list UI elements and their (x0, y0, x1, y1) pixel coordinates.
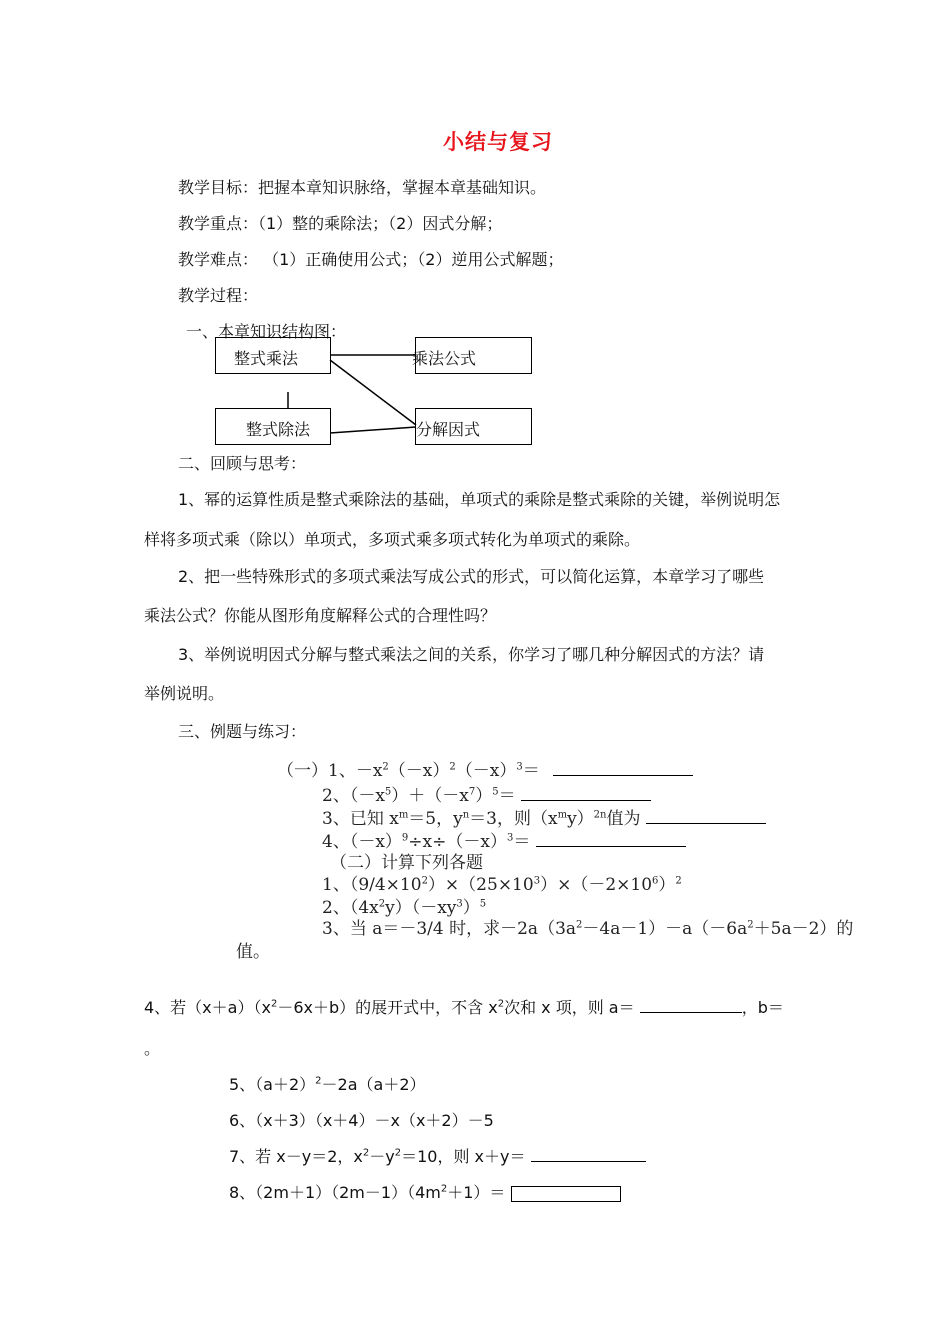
problem-8 (229, 1183, 621, 1203)
box-label-formula: 乘法公式 (412, 349, 477, 368)
answer-blank[interactable] (521, 800, 651, 801)
box-factorization (415, 408, 532, 445)
exp: 2 (747, 919, 754, 931)
exercise-2-3 (322, 918, 853, 940)
answer-blank[interactable] (646, 823, 766, 824)
box-multiplication-formula (412, 337, 532, 374)
box-label-division: 整式除法 (246, 420, 311, 439)
expr-text: y）（－xy (385, 898, 457, 918)
expr-text: 2、（4x (322, 898, 379, 918)
exp: 3 (533, 875, 541, 887)
exp: 2 (315, 1075, 322, 1087)
exp: 2 (394, 1147, 402, 1159)
answer-box[interactable] (511, 1186, 621, 1202)
expr-text: ，b＝ (741, 998, 784, 1017)
exp: 2 (270, 998, 278, 1010)
review-q2-line1: 2、把一些特殊形式的多项式乘法写成公式的形式，可以简化运算，本章学习了哪些 (178, 567, 765, 586)
exp: 3 (516, 761, 523, 773)
expr-text: ÷x (408, 832, 433, 852)
exp: 2n (593, 809, 607, 821)
expr-text: －6x＋b）的展开式中，不含 x (277, 998, 498, 1017)
exp: 5 (384, 786, 392, 798)
expr-text: ＝ (513, 832, 531, 852)
expr-text: 次和 x 项，则 a＝ (504, 998, 635, 1017)
exp: 5 (479, 898, 487, 910)
connector-div-factor (330, 427, 416, 433)
exercise-2-3-cont: 值。 (236, 942, 270, 962)
teaching-goal: 教学目标：把握本章知识脉络，掌握本章基础知识。 (178, 178, 547, 197)
expr-text: （－x） (455, 761, 517, 781)
expr-text: ＝3，则（x (469, 809, 558, 829)
answer-blank[interactable] (553, 775, 693, 776)
expr-text: ＝ (522, 761, 540, 781)
expr-text: 2、（－x (322, 786, 385, 806)
teaching-key-points: 教学重点：（1）整的乘除法；（2）因式分解； (178, 214, 503, 233)
exercise-1-4 (322, 831, 686, 853)
exercise-1-1 (277, 760, 693, 782)
exercise-2-2 (322, 897, 486, 919)
expr-text: －2a（a＋2） (321, 1075, 426, 1094)
exp: n (462, 809, 470, 821)
exp: 2 (440, 1183, 448, 1195)
exp: 2 (382, 761, 389, 773)
answer-blank[interactable] (531, 1161, 646, 1162)
expr-text: －4a－1）－a（－6a (582, 919, 748, 939)
exp: 5 (492, 786, 499, 798)
expr-text: 4、（－x） (322, 832, 402, 852)
expr-text: 7、若 x－y＝2，x (229, 1147, 363, 1166)
part-1-label: （一） (277, 761, 328, 781)
page-title: 小结与复习 (443, 130, 553, 154)
expr-text: ） (462, 898, 480, 918)
expr-text: ＝10，则 x＋y＝ (401, 1147, 526, 1166)
exp: 3 (456, 898, 463, 910)
box-integral-multiplication (215, 337, 331, 374)
expr-text: 3、已知 x (322, 809, 399, 829)
section-3-heading: 三、例题与练习： (178, 722, 307, 741)
review-q2-line2: 乘法公式？你能从图形角度解释公式的合理性吗？ (144, 606, 497, 625)
exp: 2 (675, 875, 682, 887)
exp: 2 (421, 875, 428, 887)
problem-4-line2: 。 (144, 1039, 161, 1058)
expr-text: 4、若（x＋a）（x (144, 998, 271, 1017)
expr-text: ） (475, 786, 493, 806)
expr-text: 值为 (606, 809, 641, 829)
expr-text: 5、（a＋2） (229, 1075, 316, 1094)
answer-blank[interactable] (536, 846, 686, 847)
exp: 2 (378, 898, 386, 910)
exp: 6 (652, 875, 659, 887)
expr-text: 3、当 a＝－3/4 时，求－2a（3a (322, 919, 577, 939)
review-q1-line2: 样将多项式乘（除以）单项式，多项式乘多项式转化为单项式的乘除。 (144, 530, 641, 549)
exp: m (398, 809, 409, 821)
box-label-multiplication: 整式乘法 (234, 349, 299, 368)
expr-text: ÷（－x） (432, 832, 507, 852)
section-2-heading: 二、回顾与思考： (178, 454, 307, 473)
box-integral-division (215, 408, 331, 445)
review-q1-line1: 1、幂的运算性质是整式乘除法的基础，单项式的乘除是整式乘除的关键，举例说明怎 (178, 490, 781, 509)
expr-text: ＝5，y (408, 809, 463, 829)
expr-text: ＋5a－2）的 (753, 919, 854, 939)
review-q3-line1: 3、举例说明因式分解与整式乘法之间的关系，你学习了哪几种分解因式的方法？请 (178, 645, 765, 664)
expr-text: ）＋（－x (391, 786, 469, 806)
problem-6: 6、（x＋3）（x＋4）－x（x＋2）－5 (229, 1111, 494, 1130)
exp: 7 (468, 786, 476, 798)
problem-7 (229, 1147, 646, 1167)
box-label-factor: 分解因式 (416, 420, 481, 439)
expr-text: ） (658, 875, 676, 895)
section-1-heading: 一、本章知识结构图： (186, 322, 347, 341)
expr-text: －y (369, 1147, 395, 1166)
expr-text: 1、（9/4×10 (322, 875, 422, 895)
connector-mult-factor (330, 360, 416, 425)
expr-text: ＝ (498, 786, 516, 806)
exp: 2 (449, 761, 456, 773)
expr-text: ）×（－2×10 (540, 875, 653, 895)
expr-text: y） (567, 809, 594, 829)
expr-text: 1、－x (328, 761, 383, 781)
problem-5 (229, 1075, 426, 1095)
answer-blank-a[interactable] (640, 1012, 742, 1013)
expr-text: （－x） (388, 761, 450, 781)
exp: 2 (362, 1147, 370, 1159)
problem-4-line1 (144, 998, 784, 1018)
part-2-heading: （二）计算下列各题 (330, 853, 483, 873)
expr-text: 8、（2m＋1）（2m－1）（4m (229, 1183, 441, 1202)
expr-text: ）×（25×10 (427, 875, 534, 895)
exercise-1-2 (322, 785, 651, 807)
exp: 2 (576, 919, 583, 931)
exp: 3 (506, 832, 514, 844)
expr-text: ＋1）＝ (447, 1183, 506, 1202)
exp: 2 (497, 998, 505, 1010)
exp: m (557, 809, 568, 821)
teaching-process: 教学过程： (178, 286, 259, 305)
exercise-2-1 (322, 874, 682, 896)
exercise-1-3 (322, 808, 766, 830)
review-q3-line2: 举例说明。 (144, 684, 225, 703)
teaching-difficulties: 教学难点： （1）正确使用公式；（2）逆用公式解题； (178, 250, 564, 269)
exp: 9 (401, 832, 409, 844)
